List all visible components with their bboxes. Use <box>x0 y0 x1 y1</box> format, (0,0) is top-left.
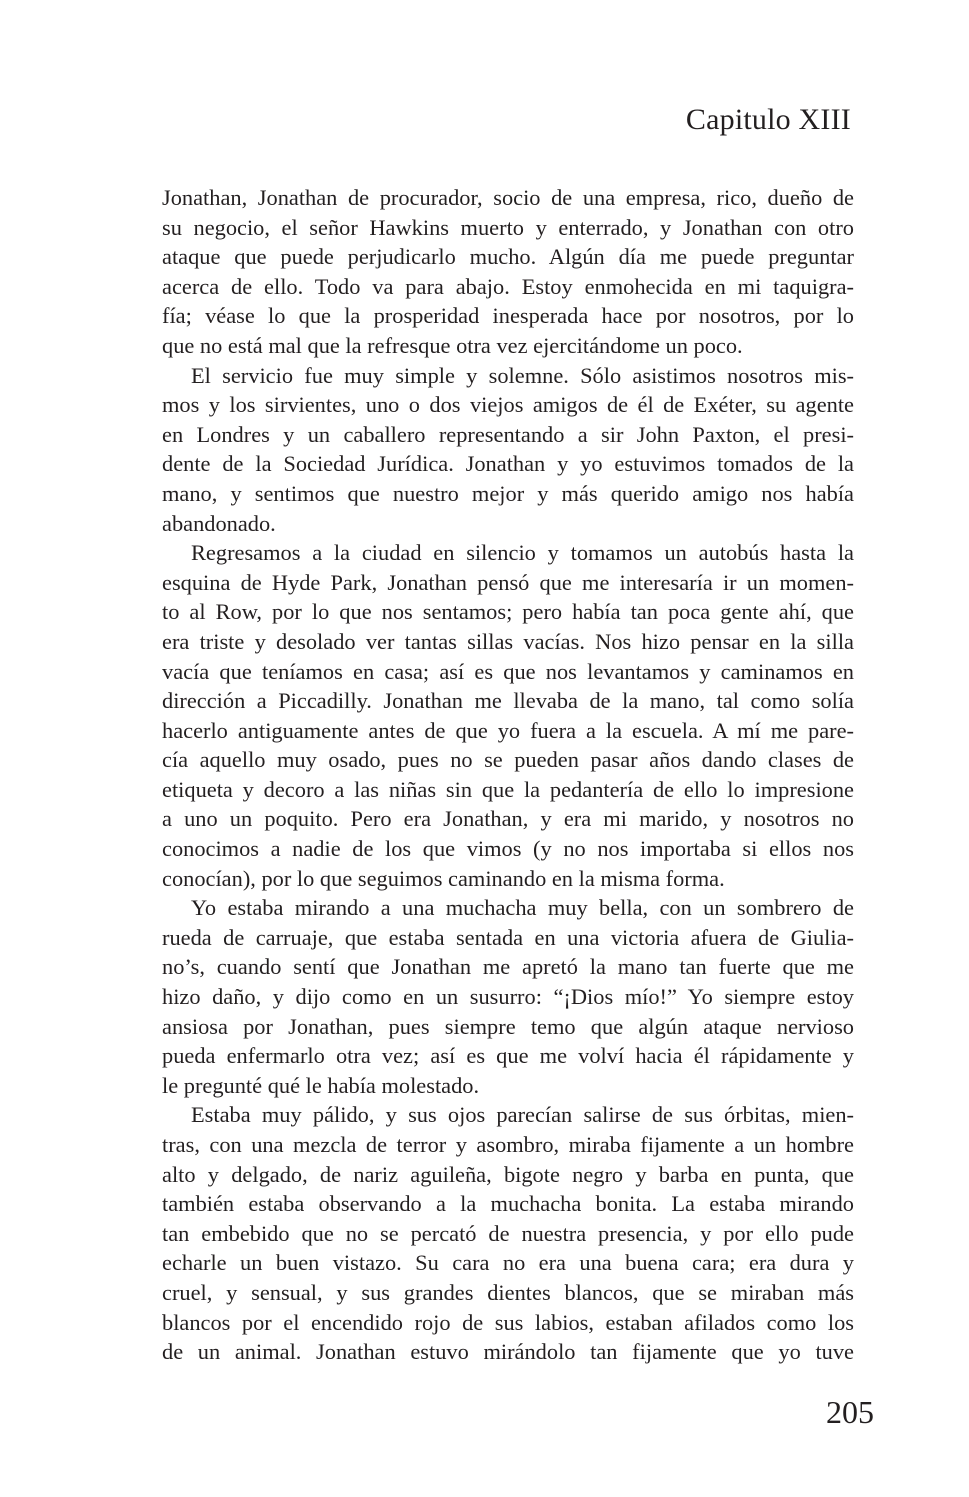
text-line: alto y delgado, de nariz aguileña, bigote negro y barba en punta, que <box>162 1161 854 1187</box>
text-line: Estaba muy pálido, y sus ojos parecían salirse de sus órbitas, mien- <box>191 1102 854 1128</box>
text-line: que no está mal que la refresque otra vez ejercitándome un poco. <box>162 332 743 358</box>
text-line: le pregunté qué le había molestado. <box>162 1072 480 1098</box>
text-line: mos y los sirvientes, uno o dos viejos amigos de él de Exéter, su agente <box>162 392 854 418</box>
text-line: no’s, cuando sentí que Jonathan me apretó la mano tan fuerte que me <box>162 954 854 980</box>
text-line: Regresamos a la ciudad en silencio y tomamos un autobús hasta la <box>191 540 854 566</box>
text-line: rueda de carruaje, que estaba sentada en una victoria afuera de Giulia- <box>162 924 854 950</box>
text-line: de un animal. Jonathan estuvo mirándolo tan fijamente que yo tuve <box>162 1339 854 1365</box>
text-line: dente de la Sociedad Jurídica. Jonathan y yo estuvimos tomados de la <box>162 451 854 477</box>
text-line: to al Row, por lo que nos sentamos; pero había tan poca gente ahí, que <box>162 599 854 625</box>
text-line: su negocio, el señor Hawkins muerto y enterrado, y Jonathan con otro <box>162 214 854 240</box>
text-line: pueda enfermarlo otra vez; así es que me volví hacia él rápidamente y <box>162 1043 854 1069</box>
text-line: era triste y desolado ver tantas sillas vacías. Nos hizo pensar en la silla <box>162 628 854 654</box>
chapter-running-head: Capitulo XIII <box>685 103 851 136</box>
text-line: blancos por el encendido rojo de sus labios, estaban afilados como los <box>162 1309 854 1335</box>
text-line: tras, con una mezcla de terror y asombro, miraba fijamente a un hombre <box>162 1132 854 1157</box>
text-line: vacía que teníamos en casa; así es que nos levantamos y caminamos en <box>162 658 854 684</box>
text-line: también estaba observando a la muchacha bonita. La estaba mirando <box>162 1191 854 1217</box>
text-line: en Londres y un caballero representando a sir John Paxton, el presi- <box>162 421 854 447</box>
text-line: cruel, y sensual, y sus grandes dientes blancos, que se miraban más <box>162 1279 854 1305</box>
text-line: fía; véase lo que la prosperidad inesperada hace por nosotros, por lo <box>162 303 854 329</box>
text-line: echarle un buen vistazo. Su cara no era una buena cara; era dura y <box>162 1250 854 1276</box>
text-line: ataque que puede perjudicarlo mucho. Algún día me puede preguntar <box>162 244 854 270</box>
text-line: hizo daño, y dijo como en un susurro: “¡Dios mío!” Yo siempre estoy <box>162 984 854 1010</box>
text-line: conocían), por lo que seguimos caminando en la misma forma. <box>162 865 725 891</box>
text-line: conocimos a nadie de los que vimos (y no nos importaba si ellos nos <box>162 836 854 862</box>
text-line: mano, y sentimos que nuestro mejor y más querido amigo nos había <box>162 480 854 506</box>
body-text <box>162 183 854 1367</box>
text-line: etiqueta y decoro a las niñas sin que la pedantería de ello lo impresione <box>162 776 854 802</box>
page-number: 205 <box>826 1394 874 1430</box>
text-line: acerca de ello. Todo va para abajo. Estoy enmohecida en mi taquigra- <box>162 273 854 299</box>
text-line: cía aquello muy osado, pues no se pueden pasar años dando clases de <box>162 747 854 773</box>
text-line: Jonathan, Jonathan de procurador, socio de una empresa, rico, dueño de <box>162 185 854 210</box>
text-line: esquina de Hyde Park, Jonathan pensó que me interesaría ir un momen- <box>162 569 854 595</box>
text-line: hacerlo antiguamente antes de que yo fuera a la escuela. A mí me pare- <box>162 717 854 743</box>
text-line: Yo estaba mirando a una muchacha muy bella, con un sombrero de <box>191 895 854 921</box>
text-line: tan embebido que no se percató de nuestra presencia, y por ello pude <box>162 1220 854 1246</box>
text-line: a uno un poquito. Pero era Jonathan, y era mi marido, y nosotros no <box>162 806 854 832</box>
text-line: El servicio fue muy simple y solemne. Sólo asistimos nosotros mis- <box>191 362 854 388</box>
text-line: abandonado. <box>162 510 276 536</box>
text-line: ansiosa por Jonathan, pues siempre temo que algún ataque nervioso <box>162 1013 854 1039</box>
text-line: dirección a Piccadilly. Jonathan me llevaba de la mano, tal como solía <box>162 688 854 714</box>
